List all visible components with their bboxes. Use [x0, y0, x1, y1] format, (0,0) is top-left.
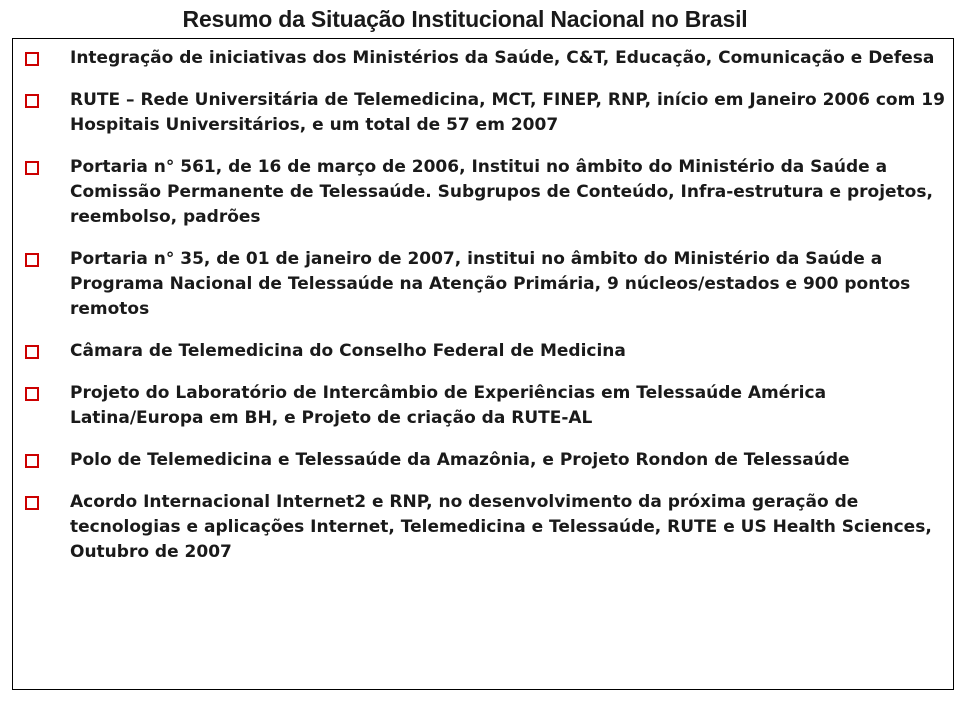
list-item-text: Câmara de Telemedicina do Conselho Federal de Medicina [70, 341, 626, 361]
square-bullet-icon [25, 94, 39, 108]
square-bullet-icon [25, 454, 39, 468]
list-item [22, 448, 947, 473]
square-bullet-icon [25, 345, 39, 359]
list-item-text: Portaria n° 561, de 16 de março de 2006, Institui no âmbito do Ministério da Saúde a Comissão Permanente de Telessaúde. Subgrupos de Conteúdo, Infra-estrutura e projetos, reembolso, padrões [70, 157, 933, 227]
square-bullet-icon [25, 387, 39, 401]
list-item-text: Polo de Telemedicina e Telessaúde da Amazônia, e Projeto Rondon de Telessaúde [70, 450, 850, 470]
square-bullet-icon [25, 52, 39, 66]
list-item [22, 46, 947, 71]
slide-title: Resumo da Situação Institucional Nacional no Brasil [182, 6, 748, 32]
list-item-text: Integração de iniciativas dos Ministérios da Saúde, C&T, Educação, Comunicação e Defesa [70, 48, 935, 68]
list-item [22, 339, 947, 364]
bullet-list [22, 46, 947, 582]
square-bullet-icon [25, 253, 39, 267]
square-bullet-icon [25, 496, 39, 510]
list-item [22, 490, 947, 565]
list-item-text: RUTE – Rede Universitária de Telemedicina, MCT, FINEP, RNP, início em Janeiro 2006 com 19 Hospitais Universitários, e um total de 57 em 2007 [70, 90, 945, 135]
list-item-text: Portaria n° 35, de 01 de janeiro de 2007, institui no âmbito do Ministério da Saúde a Programa Nacional de Telessaúde na Atenção Primária, 9 núcleos/estados e 900 pontos remotos [70, 249, 911, 319]
list-item-text: Acordo Internacional Internet2 e RNP, no desenvolvimento da próxima geração de tecnologias e aplicações Internet, Telemedicina e Telessaúde, RUTE e US Health Sciences, Outubro de 2007 [70, 492, 932, 562]
list-item [22, 88, 947, 138]
square-bullet-icon [25, 161, 39, 175]
list-item [22, 247, 947, 322]
list-item [22, 381, 947, 431]
list-item [22, 155, 947, 230]
list-item-text: Projeto do Laboratório de Intercâmbio de Experiências em Telessaúde América Latina/Europa em BH, e Projeto de criação da RUTE-AL [70, 383, 827, 428]
